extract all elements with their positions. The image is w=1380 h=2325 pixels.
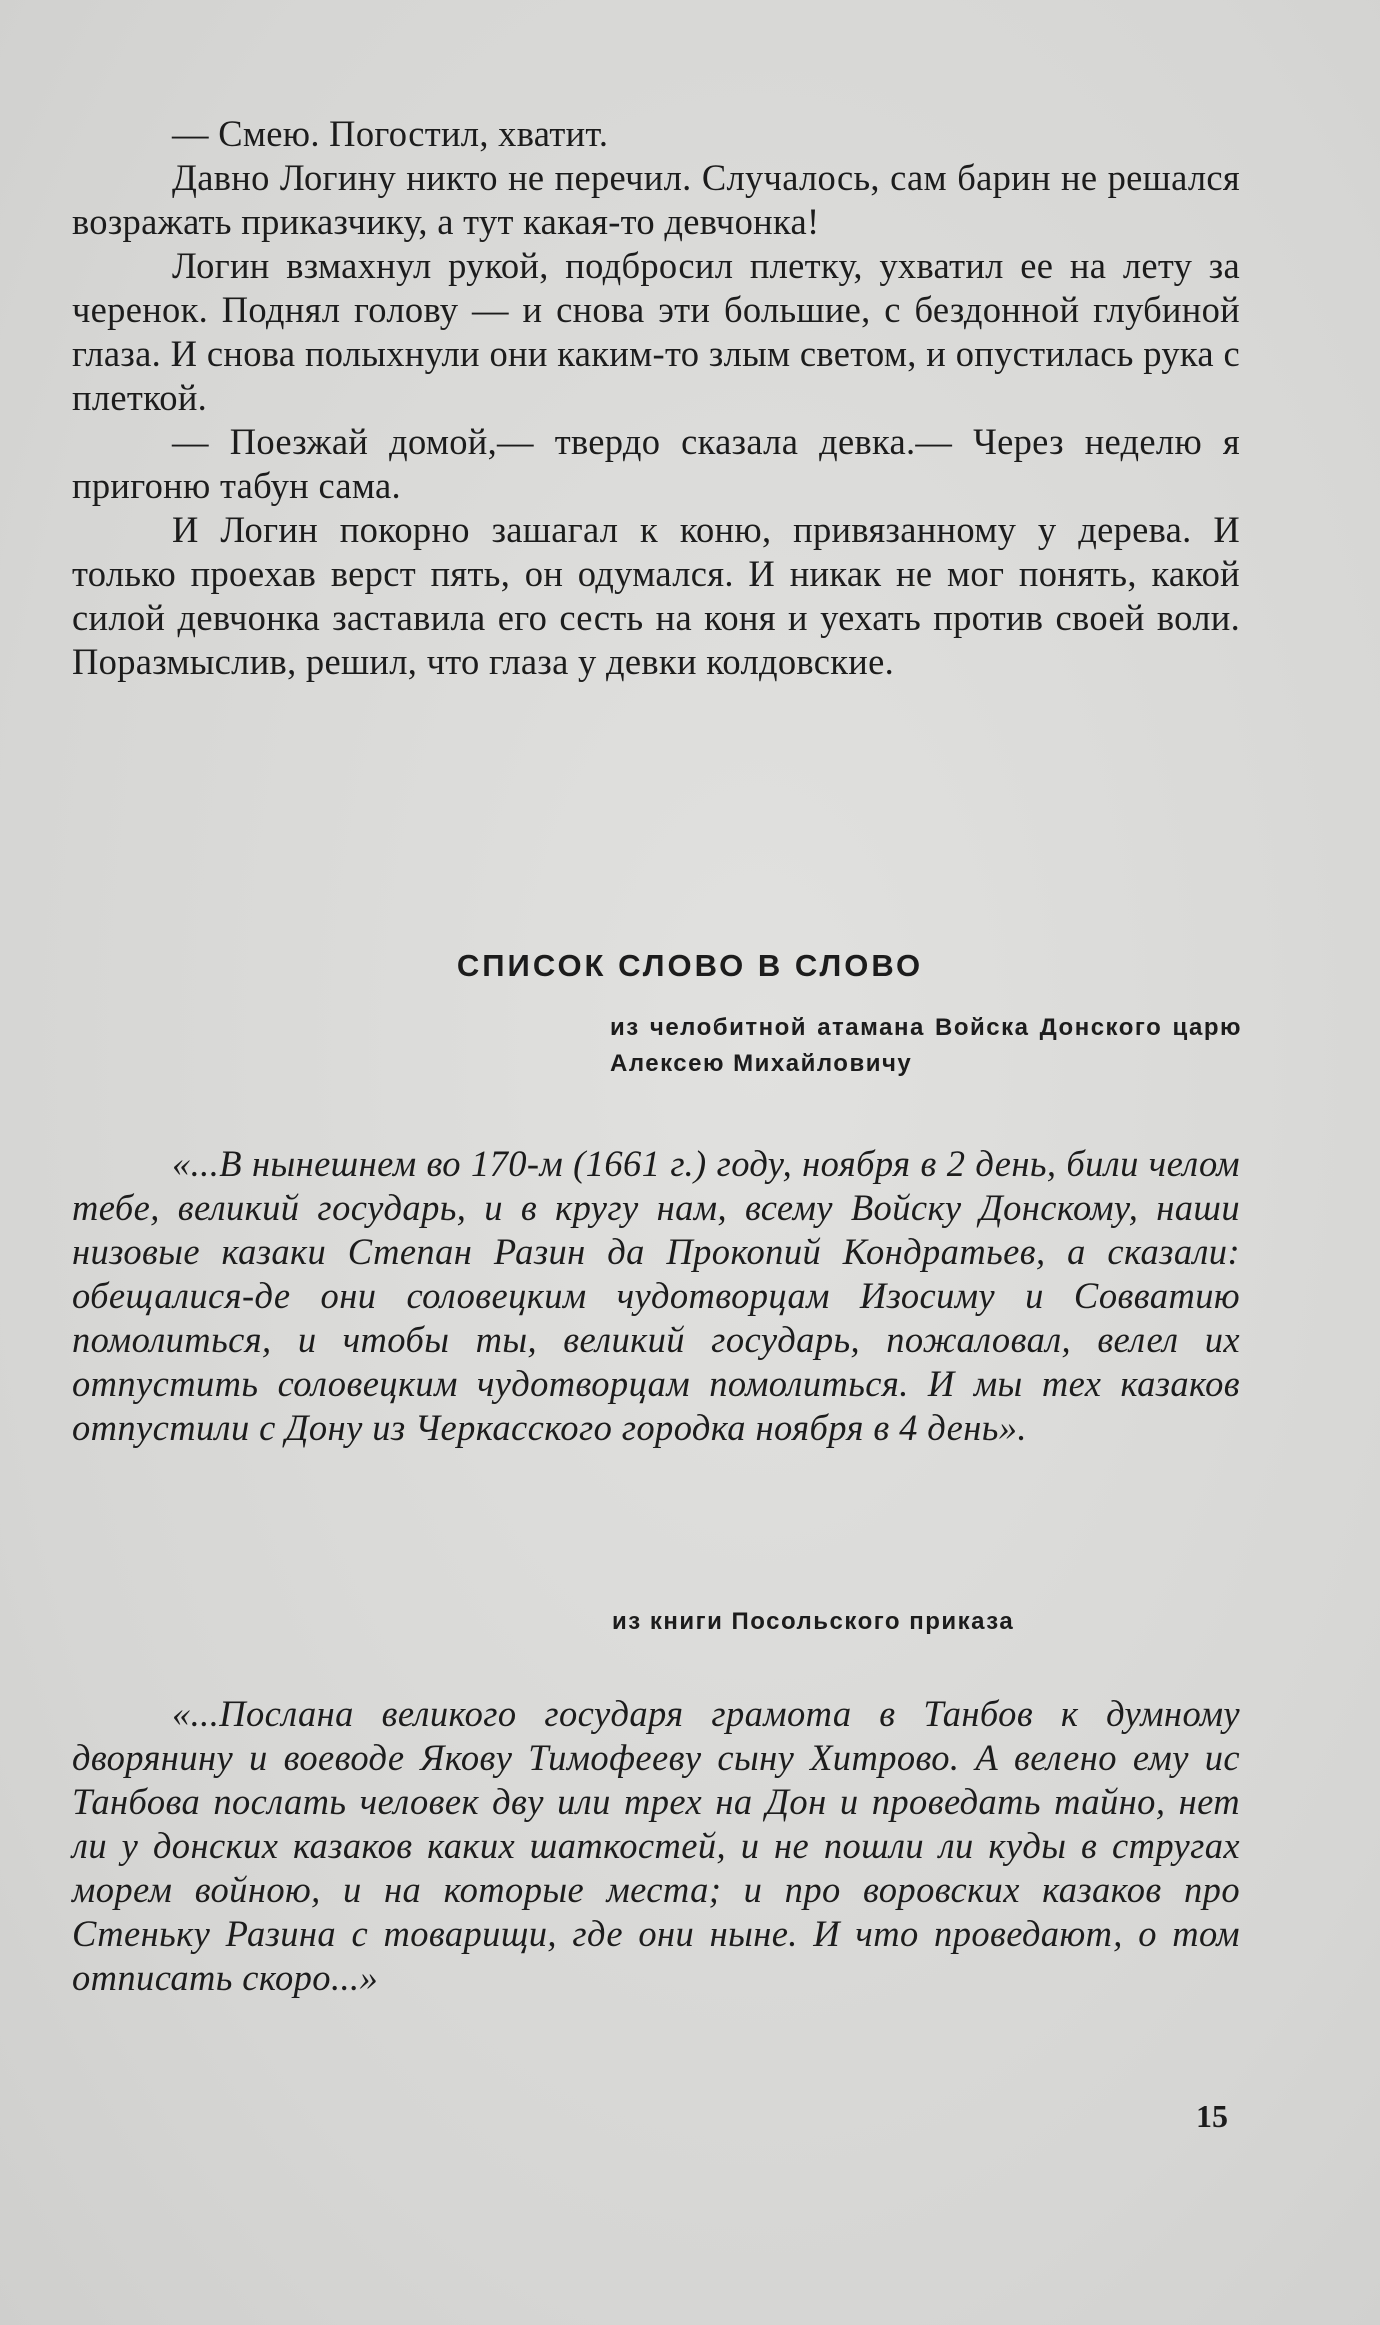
paragraph: И Логин покорно зашагал к коню, привязанному у дерева. И только проехав верст пять, он одумался. И никак не мог понять, какой силой девчонка заставила его сесть на коня и уехать против своей воли. Поразмыслив, решил, что глаза у девки колдовские. bbox=[72, 509, 1240, 682]
page-number: 15 bbox=[1196, 2098, 1228, 2134]
prose-section bbox=[72, 112, 1240, 684]
paragraph: — Поезжай домой,— твердо сказала девка.— Через неделю я пригоню табун сама. bbox=[72, 421, 1240, 506]
section-heading: СПИСОК СЛОВО В СЛОВО bbox=[456, 948, 924, 983]
source-note: из челобитной атамана Войска Донского царю Алексею Михайловичу bbox=[610, 1014, 1242, 1077]
paragraph: Давно Логину никто не перечил. Случалось, сам барин не решался возражать приказчику, а тут какая-то девчонка! bbox=[72, 157, 1240, 242]
paragraph: Логин взмахнул рукой, подбросил плетку, ухватил ее на лету за черенок. Поднял голову — и снова эти большие, с бездонной глубиной глаза. И снова полыхнули они каким-то злым светом, и опустилась рука с плеткой. bbox=[72, 245, 1240, 418]
quotation: «...В нынешнем во 170-м (1661 г.) году, ноября в 2 день, били челом тебе, великий государь, и в кругу нам, всему Войску Донскому, наши низовые казаки Степан Разин да Прокопий Кондратьев, а сказали: обещалися-де они соловецким чудотворцам Изосиму и Совватию помолиться, и чтобы ты, великий государь, пожаловал, велел их отпустить соловецким чудотворцам помолиться. И мы тех казаков отпустили с Дону из Черкасского городка ноября в 4 день». bbox=[72, 1143, 1240, 1448]
paragraph: — Смею. Погостил, хватит. bbox=[172, 113, 609, 154]
quotation: «...Послана великого государя грамота в Танбов к думному дворянину и воеводе Якову Тимофееву сыну Хитрово. А велено ему ис Танбова послать человек дву или трех на Дон и проведать тайно, нет ли у донских казаков каких шаткостей, и не пошли ли куды в стругах морем войною, и на которые места; и про воровских казаков про Стеньку Разина с товарищи, где они ныне. И что проведают, о том отписать скоро...» bbox=[72, 1693, 1240, 1998]
source-note: из книги Посольского приказа bbox=[612, 1608, 1015, 1635]
